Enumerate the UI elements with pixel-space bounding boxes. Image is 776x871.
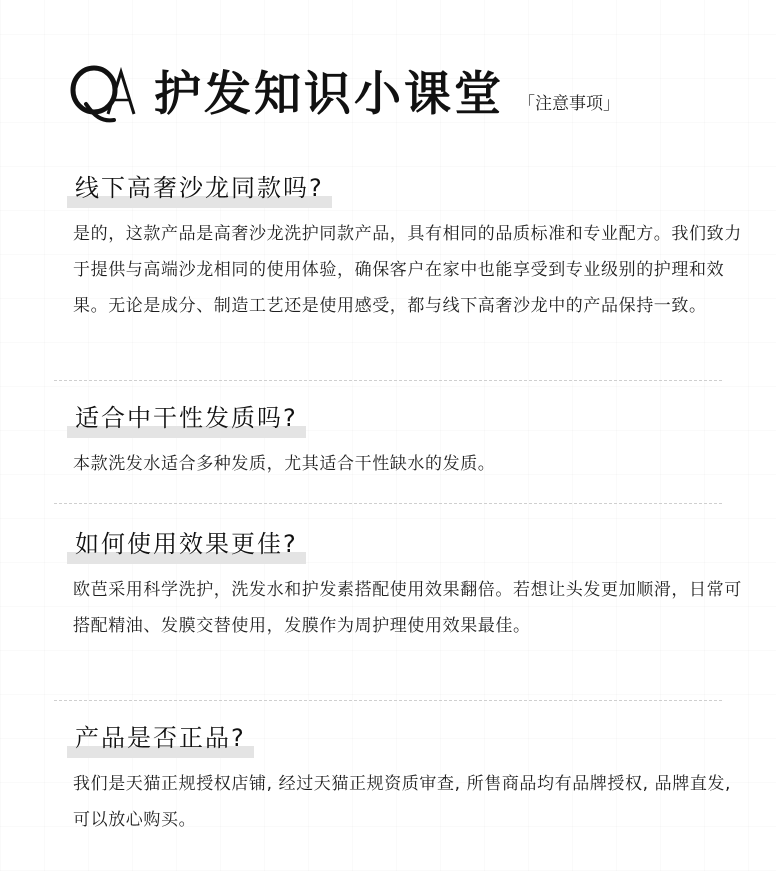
- question-heading: [73, 528, 300, 560]
- qa-section-2: [73, 402, 743, 482]
- question-text: 如何使用效果更佳?: [75, 530, 298, 558]
- section-divider: [54, 700, 722, 701]
- answer-text: 欧芭采用科学洗护，洗发水和护发素搭配使用效果翻倍。若想让头发更加顺滑，日常可搭配精油、发膜交替使用，发膜作为周护理使用效果最佳。: [73, 580, 742, 636]
- question-heading: [73, 722, 248, 754]
- qa-logo: [68, 58, 138, 130]
- page-header: [68, 58, 620, 130]
- answer-text: 我们是天猫正规授权店铺, 经过天猫正规资质审查, 所售商品均有品牌授权, 品牌直发, 可以放心购买。: [73, 774, 732, 830]
- answer-text: 本款洗发水适合多种发质，尤其适合干性缺水的发质。: [73, 454, 496, 474]
- qa-section-1: [73, 172, 743, 324]
- question-text: 适合中干性发质吗?: [75, 404, 298, 432]
- section-divider: [54, 503, 722, 504]
- question-text: 产品是否正品?: [75, 724, 246, 752]
- qa-section-4: [73, 722, 743, 838]
- question-heading: [73, 172, 326, 204]
- page-title: 护发知识小课堂: [154, 66, 504, 122]
- question-heading: [73, 402, 300, 434]
- section-divider: [54, 380, 722, 381]
- qa-section-3: [73, 528, 743, 644]
- question-text: 线下高奢沙龙同款吗?: [75, 174, 324, 202]
- answer-text: 是的，这款产品是高奢沙龙洗护同款产品，具有相同的品质标准和专业配方。我们致力于提供与高端沙龙相同的使用体验，确保客户在家中也能享受到专业级别的护理和效果。无论是成分、制造工艺还是使用感受，都与线下高奢沙龙中的产品保持一致。: [73, 224, 742, 316]
- page-subtitle: 「注意事项」: [518, 93, 620, 114]
